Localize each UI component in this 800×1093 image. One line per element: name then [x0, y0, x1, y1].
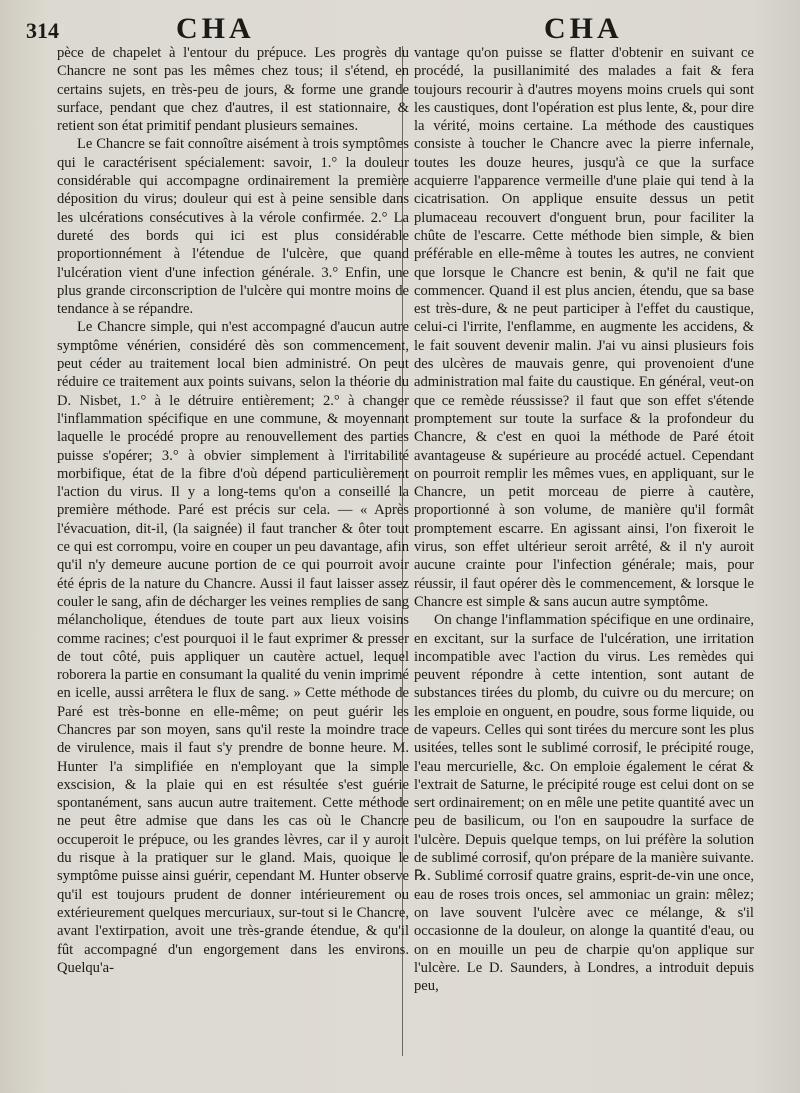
paragraph: Le Chancre se fait connoître aisément à trois symptômes qui le caractérisent spécialement: savoir, 1.° la douleur considérable qui accompagne ordinairement la première déposition du virus; douleur qui est à peine sensible dans les ulcérations consécutives à la vérole confirmée. 2.° La dureté des bords qui ici est plus considérable proportionnément à l'étendue de l'ulcère, que quand l'ulcération vient d'une infection générale. 3.° Enfin, une plus grande circonscription de l'ulcère qui montre moins de tendance à se répandre. [57, 136, 409, 318]
paragraph: On change l'inflammation spécifique en une ordinaire, en excitant, sur la surface de l'ulcération, une irritation incompatible avec l'action du virus. Les remèdes qui peuvent répondre à cette intention, sont autant de substances tirées du plomb, du cuivre ou du mercure; on les emploie en onguent, en poudre, sous forme liquide, ou de vapeurs. Celles qui sont tirées du mercure sont les plus usitées, telles sont le sublimé corrosif, le précipité rouge, l'eau mercurielle, &c. On emploie également le cérat & l'extrait de Saturne, le précipité rouge est celui dont on se sert ordinairement; on en mêle une petite quantité avec un peu de basilicum, ou l'on en saupoudre la surface de l'ulcère. Depuis quelque temps, on lui préfère la solution de sublimé corrosif, qu'on prépare de la manière suivante. ℞. Sublimé corrosif quatre grains, esprit-de-vin une once, eau de roses trois onces, sel ammoniac un grain: mêlez; on lave souvent l'ulcère avec ce mélange, & s'il occasionne de la douleur, on alonge la quantité d'eau, ou on en mouille un peu de charpie qu'on applique sur l'ulcère. Le D. Saunders, à Londres, a introduit depuis peu, [414, 612, 754, 995]
left-column [57, 44, 409, 977]
running-head-left: CHA [176, 12, 255, 45]
right-column [414, 44, 754, 995]
paragraph: Le Chancre simple, qui n'est accompagné d'aucun autre symptôme vénérien, considéré dès son commencement, peut céder au traitement local bien administré. On peut réduire ce traitement aux points suivans, selon la théorie du D. Nisbet, 1.° à le détruire entièrement; 2.° à changer l'inflammation spécifique en une commune, & moyennant laquelle le procédé propre au renouvellement des parties puisse s'opérer; 3.° à obvier simplement à l'irritabilité morbifique, état de la fibre d'où dépend particulièrement l'action du virus. Il y a long-tems qu'on a conseillé la première méthode. Paré est précis sur cela. — « Après l'évacuation, dit-il, (la saignée) il faut trancher & ôter tout ce qui est corrompu, voire en couper un peu davantage, afin qu'il n'y demeure aucune portion de ce qui pourroit avoir été épris de la nature du Chancre. Aussi il faut laisser assez couler le sang, afin de décharger les veines remplies de sang mélancholique, étendues de toute part aux lieux voisins comme racines; c'est pourquoi il le faut exprimer & presser de tout côté, puis appliquer un cautère actuel, lequel roborera la partie en consumant la qualité du venin imprimé en icelle, aussi arrêtera le flux de sang. » Cette méthode de Paré est très-bonne en elle-même; on peut guérir les Chancres par son moyen, sans qu'il reste la moindre trace de virulence, mais il faut s'y prendre de bonne heure. M. Hunter l'a simplifiée en n'employant que la simple exscision, & la plaie qui en est résultée s'est guérie spontanément, sans aucun autre traitement. Cette méthode ne peut être admise que dans les cas où le Chancre occuperoit le prépuce, ou les grandes lèvres, car il y auroit du risque à la pratiquer sur le gland. Mais, quoique le symptôme puisse ainsi guérir, cependant M. Hunter observe qu'il est toujours prudent de donner intérieurement ou extérieurement quelques mercuriaux, sur-tout si le Chancre, avant l'extirpation, avoit une très-grande étendue, & qu'il fût accompagné d'un engorgement dans les environs. Quelqu'a- [57, 319, 409, 976]
paragraph: vantage qu'on puisse se flatter d'obtenir en suivant ce procédé, la pusillanimité des malades a fait & fera toujours recourir à d'autres moyens moins cruels qui sont les caustiques, dont l'opération est plus lente, &, pour dire la vérité, moins certaine. La méthode des caustiques consiste à toucher le Chancre avec la pierre infernale, toutes les douze heures, jusqu'à ce que la surface acquierre l'apparence vermeille d'une plaie qui tend à la cicatrisation. On applique ensuite dessus un petit plumaceau recouvert d'onguent brun, pour faciliter la chûte de l'escarre. Cette méthode bien simple, & bien préférable en elle-même à toutes les autres, ne convient que lorsque le Chancre est benin, & qu'il ne fait que commencer. Quand il est plus ancien, étendu, que sa base est très-dure, & ne peut participer à l'effet du caustique, celui-ci l'irrite, l'enflamme, en augmente les accidens, & le fait souvent devenir malin. J'ai vu ainsi plusieurs fois des ulcères de mauvais genre, qui provenoient d'une administration mal faite du caustique. En général, veut-on que ce remède réussisse? il faut que son effet s'étende promptement sur toute la surface & la profondeur du Chancre, & c'est en quoi la méthode de Paré étoit avantageuse & supérieure au procédé actuel. Cependant on pourroit remplir les mêmes vues, en appliquant, sur le Chancre, un petit morceau de pierre à cautère, proportionné à son volume, de manière qu'il formât promptement escarre. En agissant ainsi, l'on fixeroit le virus, son effet ultérieur seroit arrêté, & il n'y auroit aucune crainte pour l'infection générale; mais, pour réussir, il faut opérer dès le commencement, & lorsque le Chancre est simple & sans aucun autre symptôme. [414, 45, 754, 610]
paragraph: pèce de chapelet à l'entour du prépuce. Les progrès du Chancre ne sont pas les mêmes chez tous; il s'étend, en certains sujets, en très-peu de jours, & forme une grande surface, pendant que chez d'autres, il est stationnaire, & retient son état primitif pendant plusieurs semaines. [57, 45, 409, 135]
page-number: 314 [26, 18, 59, 43]
running-head-right: CHA [544, 12, 623, 45]
page-header [0, 10, 800, 44]
